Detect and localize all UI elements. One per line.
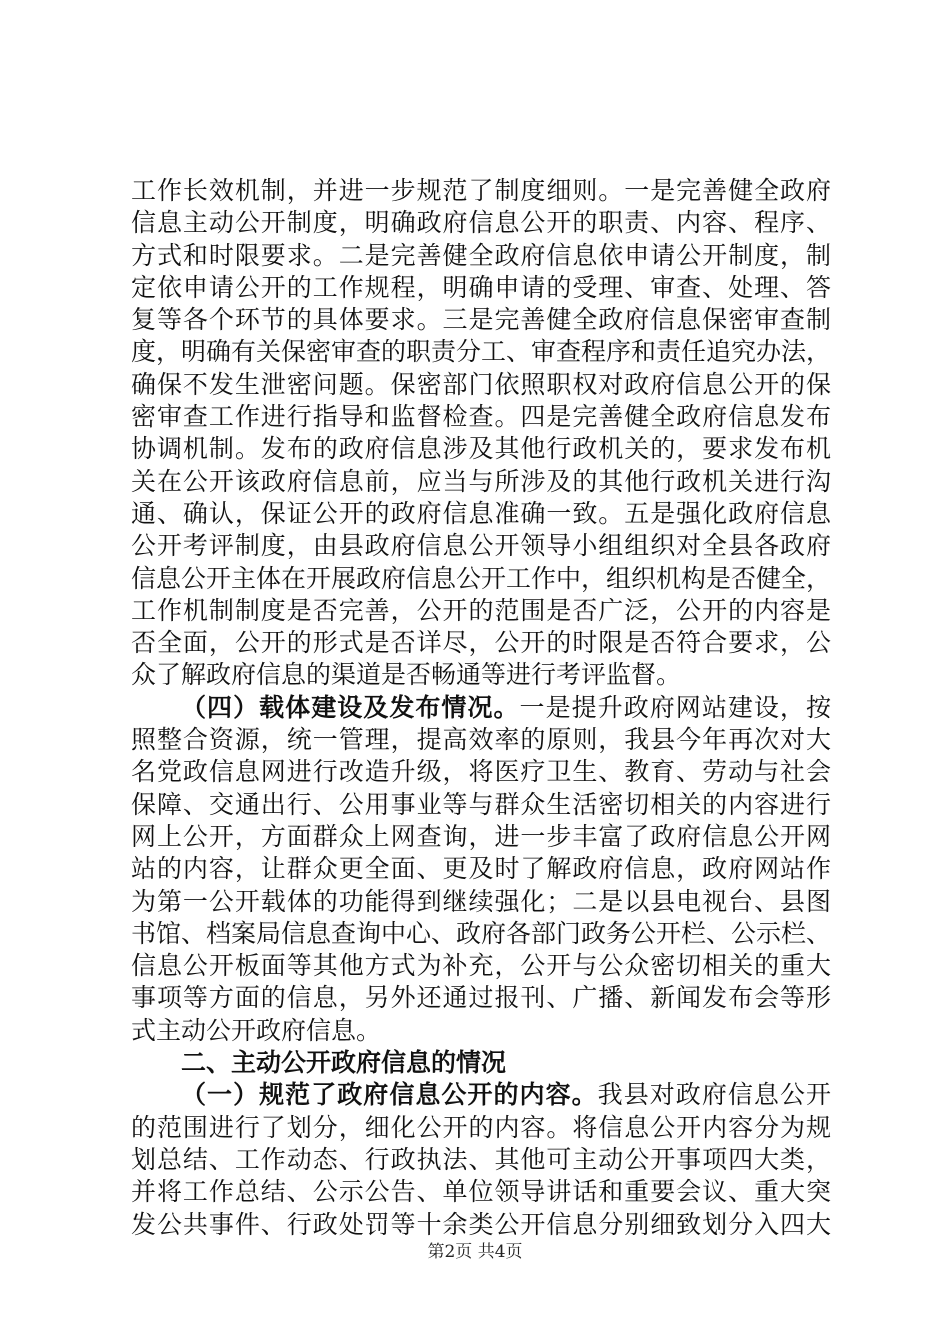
text-line: 保障、交通出行、公用事业等与群众生活密切相关的内容进行 [131, 789, 831, 819]
text-line: 划总结、工作动态、行政执法、其他可主动公开事项四大类， [131, 1144, 831, 1174]
text-line: 众了解政府信息的渠道是否畅通等进行考评监督。 [131, 660, 682, 690]
text-line: 信息公开主体在开展政府信息公开工作中，组织机构是否健全， [131, 563, 832, 593]
text-line: 公开考评制度，由县政府信息公开领导小组组织对全县各政府 [131, 531, 831, 561]
text-line: 复等各个环节的具体要求。三是完善健全政府信息保密审查制 [131, 305, 831, 335]
text-line: 名党政信息网进行改造升级，将医疗卫生、教育、劳动与社会 [131, 757, 831, 787]
text-line: 通、确认，保证公开的政府信息准确一致。五是强化政府信息 [131, 498, 831, 528]
text-line: 并将工作总结、公示公告、单位领导讲话和重要会议、重大突 [131, 1177, 831, 1207]
text-line: 发公共事件、行政处罚等十余类公开信息分别细致划分入四大 [131, 1209, 831, 1239]
text-line: 密审查工作进行指导和监督检查。四是完善健全政府信息发布 [131, 402, 831, 432]
text-line: 定依申请公开的工作规程，明确申请的受理、审查、处理、答 [131, 272, 831, 302]
text-line: 信息公开板面等其他方式为补充，公开与公众密切相关的重大 [131, 951, 831, 981]
page-number-footer: 第2页 共4页 [427, 1242, 523, 1262]
paragraph-first-line [131, 692, 831, 724]
text-line: 信息主动公开制度，明确政府信息公开的职责、内容、程序、 [131, 208, 831, 238]
text-line: 关在公开该政府信息前，应当与所涉及的其他行政机关进行沟 [131, 466, 831, 496]
text-line: 为第一公开载体的功能得到继续强化；二是以县电视台、县图 [131, 886, 831, 916]
paragraph-heading: （一）规范了政府信息公开的内容。 [181, 1080, 598, 1110]
text-line: 工作机制制度是否完善，公开的范围是否广泛，公开的内容是 [131, 595, 831, 625]
text-line: 站的内容，让群众更全面、更及时了解政府信息，政府网站作 [131, 854, 831, 884]
text-line: 方式和时限要求。二是完善健全政府信息依申请公开制度，制 [131, 240, 831, 270]
text-line: 式主动公开政府信息。 [131, 1015, 382, 1045]
text-line: 的范围进行了划分，细化公开的内容。将信息公开内容分为规 [131, 1112, 831, 1142]
text-line: 工作长效机制，并进一步规范了制度细则。一是完善健全政府 [131, 176, 831, 205]
text-line: 网上公开，方面群众上网查询，进一步丰富了政府信息公开网 [131, 821, 831, 851]
section-title: 二、主动公开政府信息的情况 [181, 1048, 507, 1078]
text-line: 确保不发生泄密问题。保密部门依照职权对政府信息公开的保 [131, 369, 831, 399]
text-line: 度，明确有关保密审查的职责分工、审查程序和责任追究办法， [131, 337, 832, 367]
text-line: 否全面，公开的形式是否详尽，公开的时限是否符合要求，公 [131, 628, 831, 658]
text-span: 我县对政府信息公开 [597, 1080, 831, 1110]
text-line: 事项等方面的信息，另外还通过报刊、广播、新闻发布会等形 [131, 983, 831, 1013]
text-line: 照整合资源，统一管理，提高效率的原则，我县今年再次对大 [131, 725, 831, 755]
text-line: 书馆、档案局信息查询中心、政府各部门政务公开栏、公示栏、 [131, 918, 832, 948]
paragraph-first-line [131, 1079, 831, 1111]
text-span: 一是提升政府网站建设，按 [519, 692, 831, 722]
text-line: 协调机制。发布的政府信息涉及其他行政机关的，要求发布机 [131, 434, 831, 464]
paragraph-heading: （四）载体建设及发布情况。 [181, 692, 520, 722]
document-body [131, 175, 831, 1241]
